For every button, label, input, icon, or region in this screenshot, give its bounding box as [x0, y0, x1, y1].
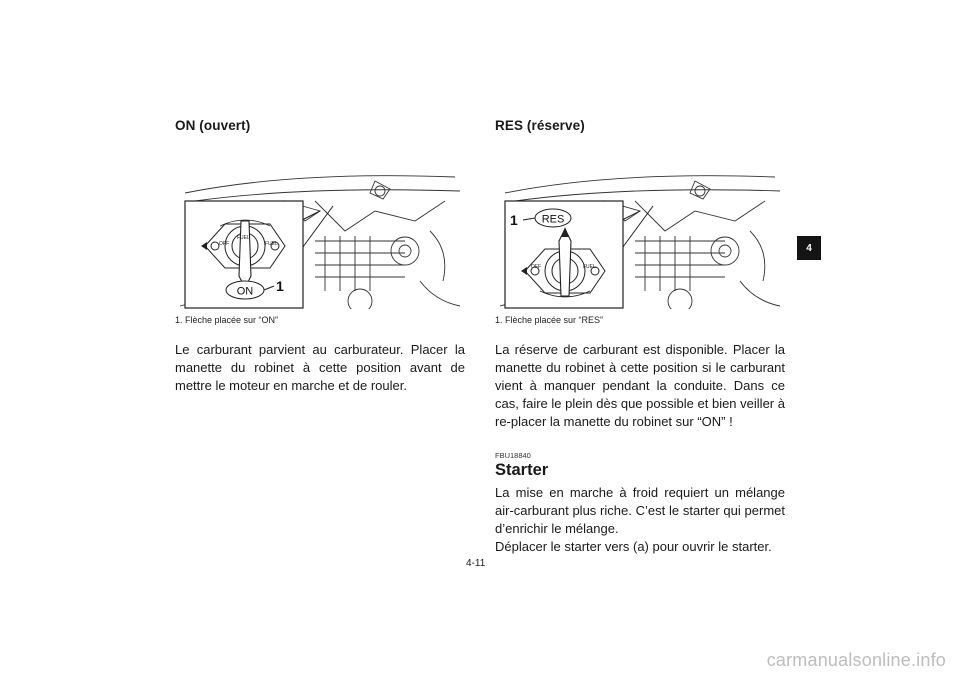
left-column	[175, 118, 465, 395]
section-title-starter: Starter	[495, 461, 549, 479]
dial-off-label: OFF	[219, 241, 229, 247]
res-label: RES	[541, 213, 565, 226]
figure-caption-on: 1. Flèche placée sur “ON”	[175, 315, 279, 325]
reference-code: FBU18840	[495, 451, 531, 460]
dial-fuel-label-right: FUEL	[265, 241, 278, 247]
dial-fuel-label-res: FUEL	[583, 264, 596, 270]
figure-caption-res: 1. Flèche placée sur “RES”	[495, 315, 604, 325]
callout-number: 1	[276, 278, 284, 294]
chapter-tab: 4	[797, 236, 821, 260]
paragraph-on: Le carburant parvient au carburateur. Placer la manette du robinet à cette position avant de mettre le moteur en marche et de rouler.	[175, 342, 465, 393]
watermark: carmanualsonline.info	[766, 650, 946, 670]
heading-res: RES (réserve)	[495, 118, 585, 133]
engine-illustration-res	[495, 141, 785, 309]
figure-fuel-cock-on	[175, 141, 465, 309]
on-label: ON	[236, 285, 254, 298]
engine-illustration-on	[175, 141, 465, 309]
dial-fuel-label-top: FUEL	[237, 235, 250, 241]
page-number: 4-11	[466, 558, 486, 569]
heading-on: ON (ouvert)	[175, 118, 251, 133]
dial-off-label-res: OFF	[531, 264, 541, 270]
callout-number-res: 1	[510, 212, 518, 228]
paragraph-starter-1: La mise en marche à froid requiert un mélange air-carburant plus riche. C’est le starter qui permet d’enrichir le mélange.	[495, 485, 785, 536]
figure-fuel-cock-res	[495, 141, 785, 309]
paragraph-res: La réserve de carburant est disponible. Placer la manette du robinet à cette position si le carburant vient à manquer pendant la conduite. Dans ce cas, faire le plein dès que possible et bien veiller à re-placer la manette du robinet sur “ON” !	[495, 342, 785, 429]
right-column	[495, 118, 785, 556]
paragraph-starter-2: Déplacer le starter vers (a) pour ouvrir le starter.	[495, 539, 772, 554]
